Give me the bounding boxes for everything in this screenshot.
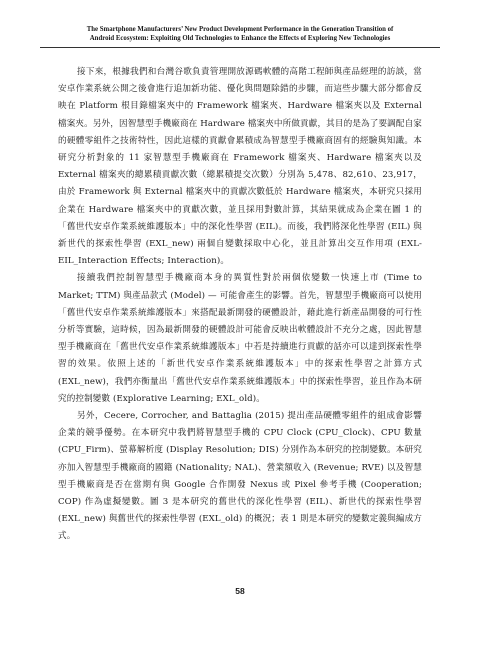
page-number: 58 <box>235 586 245 596</box>
paragraph-data-sources: 接下來，根據我們和台灣谷歌負責管理開放源碼軟體的高階工程師與產品經理的訪談，當安卓作業系統公開之後會進行追加新功能、優化與問題除錯的步驟，而這些步驟大部分都會反映在 Platform 根目錄檔案夾中的 Framework 檔案夾、Hardware 檔案夾以及 External 檔案夾。另外，因智慧型手機廠商在 Hardware 檔案夾中所做貢獻，其目的是為了要調配自家的硬體零組件之技術特性，因此這樣的貢獻會累積成為智慧型手機廠商固有的經驗與知識。本研究分析對象的 11 家智慧型手機廠商在 Framework 檔案夾、Hardware 檔案夾以及 External 檔案夾的總累積貢獻次數（總累積提交次數）分別為 5,478、82,610、23,917，由於 Framework 與 External 檔案夾中的貢獻次數低於 Hardware 檔案夾，本研究只採用企業在 Hardware 檔案夾中的貢獻次數，並且採用對數計算，其結果就成為企業在圖 1 的「舊世代安卓作業系統維護版本」中的深化性學習 (EIL)。而後，我們將深化性學習 (EIL) 與新世代的探索性學習 (EXL_new) 兩個自變數採取中心化，並且計算出交互作用項 (EXL-EIL_Interaction Effects; Interaction)。 <box>58 67 422 267</box>
paragraph-control-variables: 另外，Cecere, Corrocher, and Battaglia (2015) 提出產品硬體零組件的組成會影響企業的競爭優勢。在本研究中我們將智慧型手機的 CPU Clock (CPU_Clock)、CPU 數量 (CPU_Firm)、螢幕解析度 (Display Resolution; DIS) 分別作為本研究的控制變數。本研究亦加入智慧型手機廠商的國籍 (Nationality; NAL)、營業額收入 (Revenue; RVE) 以及智慧型手機廠商是否在當期有與 Google 合作開發 Nexus 或 Pixel 參考手機 (Cooperation; COP) 作為虛擬變數。圖 3 是本研究的舊世代的深化性學習 (EIL)、新世代的探索性學習 (EXL_new) 與舊世代的探索性學習 (EXL_old) 的概況；表 1 則是本研究的變數定義與編成方式。 <box>58 411 422 542</box>
header-rule <box>40 47 440 48</box>
paragraph-control-exploration: 接續我們控制智慧型手機廠商本身的異質性對於兩個依變數一快速上市 (Time to Market; TTM) 與產品款式 (Model) — 可能會產生的影響。首先，智慧型手機廠商可以使用「舊世代安卓作業系統維護版本」來搭配最新開發的硬體設計，藉此進行新產品開發的可行性分析等實驗，這時候，因為最新開發的硬體設計可能會反映出軟體設計不充分之處，因此智慧型手機廠商在「舊世代安卓作業系統維護版本」中若是持續進行貢獻的話亦可以達到探索性學習的效果。依照上述的「新世代安卓作業系統維護版本」中的探索性學習之計算方式 (EXL_new)，我們亦衡量出「舊世代安卓作業系統維護版本」中的探索性學習，並且作為本研究的控制變數 (Explorative Learning; EXL_old)。 <box>58 273 422 404</box>
running-head-line-2: Android Ecosystem: Exploiting Old Technologies to Enhance the Effects of Exploring New Technologies <box>89 34 391 42</box>
body-text <box>58 64 422 546</box>
running-head-line-1: The Smartphone Manufacturers’ New Product Development Performance in the Generation Transition of <box>86 26 394 33</box>
running-head <box>40 26 440 43</box>
